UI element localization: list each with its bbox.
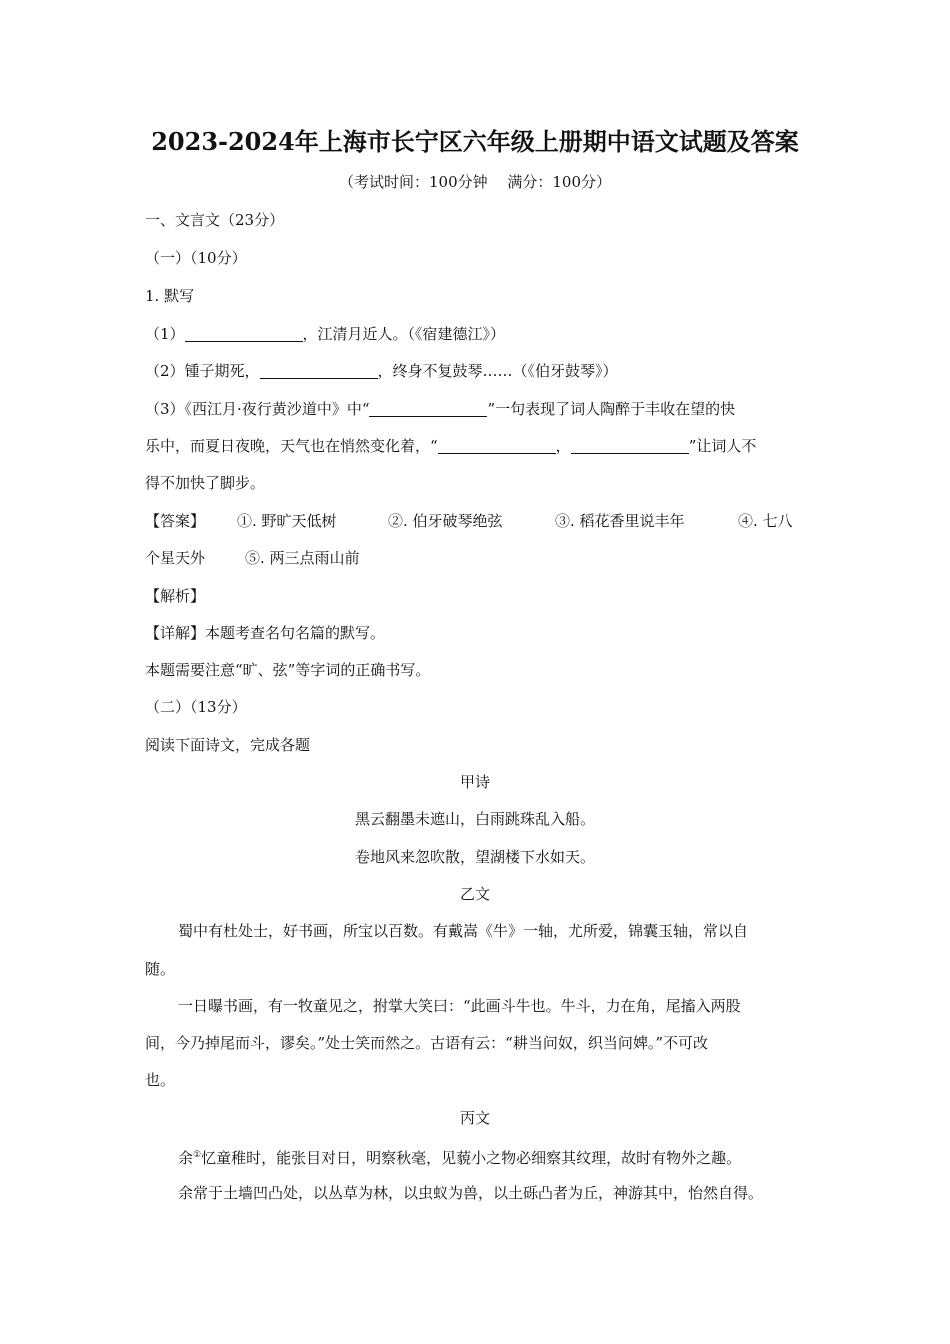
answer-blank [260,360,378,379]
passage-line: 余常于土墙凹凸处，以丛草为林，以虫蚁为兽，以土砾凸者为丘，神游其中，怡然自得。 [178,1184,764,1202]
footnote-marker: ① [193,1150,202,1160]
answer-label: 【答案】 [145,512,206,530]
question-1-3-line-2 [145,428,811,465]
passage-line: 蜀中有杜处士，好书画，所宝以百数。有戴嵩《牛》一轴，尤所爱，锦囊玉轴，常以自 [178,922,749,940]
question-heading: 1. 默写 [145,287,195,305]
passage-line: 一日曝书画，有一牧童见之，拊掌大笑曰：“此画斗牛也。牛斗，力在角，尾搐入两股 [178,997,741,1015]
question-text: （1） [145,325,185,343]
answer-item: ⑤. 两三点雨山前 [245,549,360,567]
question-text: 乐中，而夏日夜晚，天气也在悄然变化着，“ [145,437,438,455]
detail-text: 【详解】本题考查名句名篇的默写。 [145,624,386,642]
passage-title: 乙文 [459,885,490,903]
answer-line [145,503,811,540]
question-1-3-line-3: 得不加快了脚步。 [145,474,266,492]
analysis-label: 【解析】 [145,587,206,605]
exam-info: （考试时间：100分钟 满分：100分） [338,173,612,191]
question-text: （3）《西江月·夜行黄沙道中》中“ [145,400,370,418]
answer-blank [571,435,689,454]
question-text: ，江清月近人。（《宿建德江》） [302,325,506,343]
answer-blank [185,323,303,342]
answer-blank [369,398,487,417]
poem-title: 甲诗 [459,773,490,791]
poem-line: 黑云翻墨未遮山，白雨跳珠乱入船。 [354,810,595,828]
question-text: （2）锺子期死， [145,362,260,380]
answer-blank [438,435,556,454]
question-1-1 [145,316,811,353]
part-heading: （一）（10分） [145,249,247,267]
note-text: 本题需要注意“旷、弦”等字词的正确书写。 [145,661,431,679]
question-text: ”让词人不 [688,437,757,455]
passage-title: 丙文 [459,1109,490,1127]
question-1-2 [145,353,811,390]
answer-item: ①. 野旷天低树 [237,512,337,530]
poem-line: 卷地风来忽吹散，望湖楼下水如天。 [354,848,595,866]
section-heading: 一、文言文（23分） [145,211,285,229]
question-text: ， [555,437,571,455]
question-text: ，终身不复鼓琴……（《伯牙鼓琴》） [377,362,618,380]
page-title: 2023-2024年上海市长宁区六年级上册期中语文试题及答案 [151,127,799,156]
answer-item: ③. 稻花香里说丰年 [555,512,685,530]
passage-line: 也。 [145,1071,176,1089]
answer-item: 个星天外 [145,549,206,567]
reading-instruction: 阅读下面诗文，完成各题 [145,736,311,754]
answer-line-2 [145,540,811,577]
question-text: ”一句表现了词人陶醉于丰收在望的快 [487,400,736,418]
passage-text: 余 [178,1149,194,1167]
question-1-3 [145,391,811,428]
answer-item: ④. 七八 [738,512,793,530]
passage-line [145,1137,811,1177]
passage-line: 随。 [145,960,176,978]
passage-line: 间，今乃掉尾而斗，谬矣。”处士笑而然之。古语有云：“耕当问奴，织当问婢。”不可改 [145,1034,709,1052]
part-heading: （二）（13分） [145,698,247,716]
passage-text: 忆童稚时，能张目对日，明察秋毫，见藐小之物必细察其纹理，故时有物外之趣。 [201,1149,742,1167]
answer-item: ②. 伯牙破琴绝弦 [388,512,503,530]
